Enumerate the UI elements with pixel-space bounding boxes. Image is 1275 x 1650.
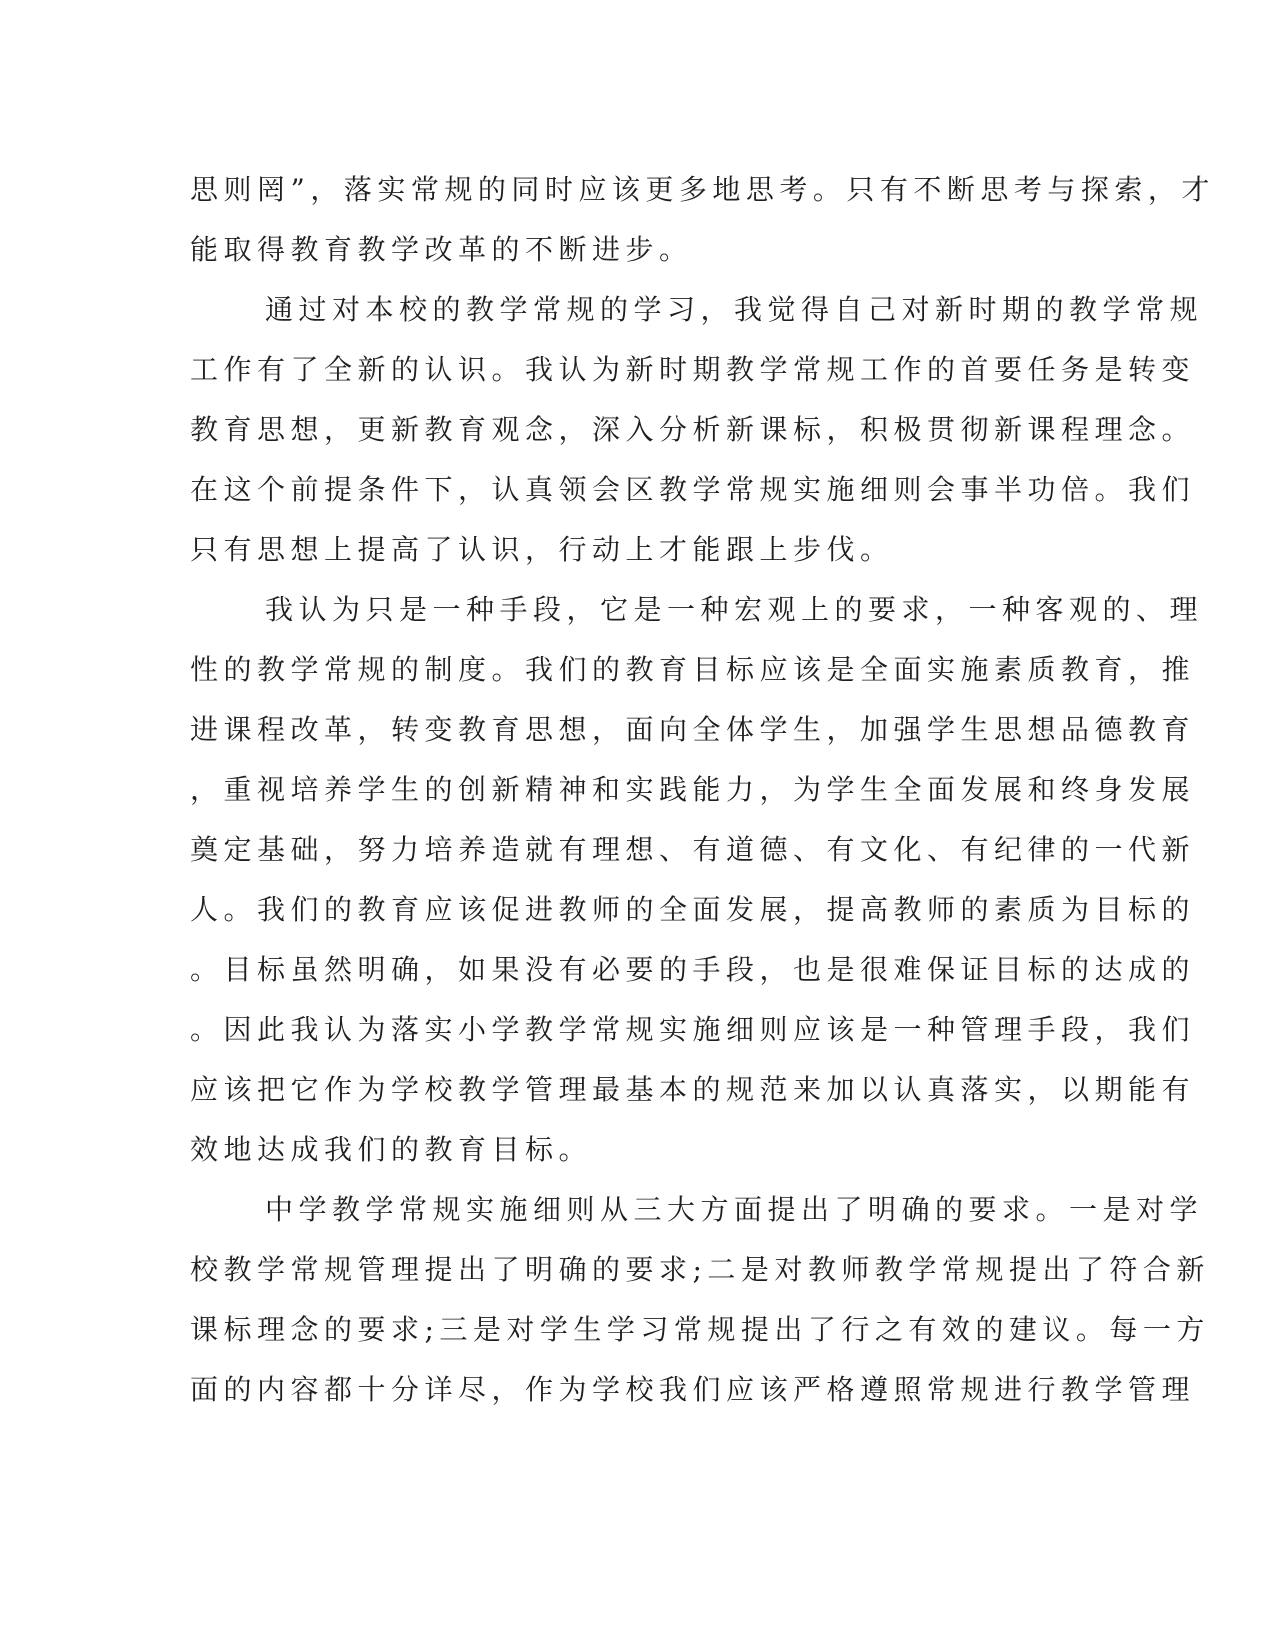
text-line: 性的教学常规的制度。我们的教育目标应该是全面实施素质教育，推: [190, 653, 1196, 686]
text-line: 课标理念的要求;三是对学生学习常规提出了行之有效的建议。每一方: [190, 1313, 1210, 1346]
text-line: 进课程改革，转变教育思想，面向全体学生，加强学生思想品德教育: [190, 713, 1196, 746]
text-line: 。因此我认为落实小学教学常规实施细则应该是一种管理手段，我们: [190, 1013, 1196, 1046]
text-line: 。目标虽然明确，如果没有必要的手段，也是很难保证目标的达成的: [190, 953, 1196, 986]
text-line: 只有思想上提高了认识，行动上才能跟上步伐。: [190, 533, 894, 566]
text-line: 面的内容都十分详尽，作为学校我们应该严格遵照常规进行教学管理: [190, 1373, 1196, 1406]
text-line: 效地达成我们的教育目标。: [190, 1133, 593, 1166]
text-line: 校教学常规管理提出了明确的要求;二是对教师教学常规提出了符合新: [190, 1253, 1210, 1286]
text-line: 工作有了全新的认识。我认为新时期教学常规工作的首要任务是转变: [190, 353, 1196, 386]
paragraph-1: [190, 160, 1215, 280]
document-body: [190, 160, 1215, 1420]
text-line-first: 中学教学常规实施细则从三大方面提出了明确的要求。一是对学: [265, 1193, 1204, 1226]
text-line: 在这个前提条件下，认真领会区教学常规实施细则会事半功倍。我们: [190, 473, 1196, 506]
text-line: 能取得教育教学改革的不断进步。: [190, 233, 693, 266]
text-line: ，重视培养学生的创新精神和实践能力，为学生全面发展和终身发展: [190, 773, 1196, 806]
text-line-first: 我认为只是一种手段，它是一种宏观上的要求，一种客观的、理: [265, 593, 1204, 626]
text-line: 应该把它作为学校教学管理最基本的规范来加以认真落实，以期能有: [190, 1073, 1196, 1106]
text-line: 人。我们的教育应该促进教师的全面发展，提高教师的素质为目标的: [190, 893, 1196, 926]
text-line: 教育思想，更新教育观念，深入分析新课标，积极贯彻新课程理念。: [190, 413, 1196, 446]
paragraph-3: [190, 580, 1204, 1180]
text-line: 思则罔”，落实常规的同时应该更多地思考。只有不断思考与探索，才: [190, 173, 1215, 206]
paragraph-4: [190, 1180, 1210, 1420]
text-line-first: 通过对本校的教学常规的学习，我觉得自己对新时期的教学常规: [265, 293, 1204, 326]
text-line: 奠定基础，努力培养造就有理想、有道德、有文化、有纪律的一代新: [190, 833, 1196, 866]
paragraph-2: [190, 280, 1204, 580]
